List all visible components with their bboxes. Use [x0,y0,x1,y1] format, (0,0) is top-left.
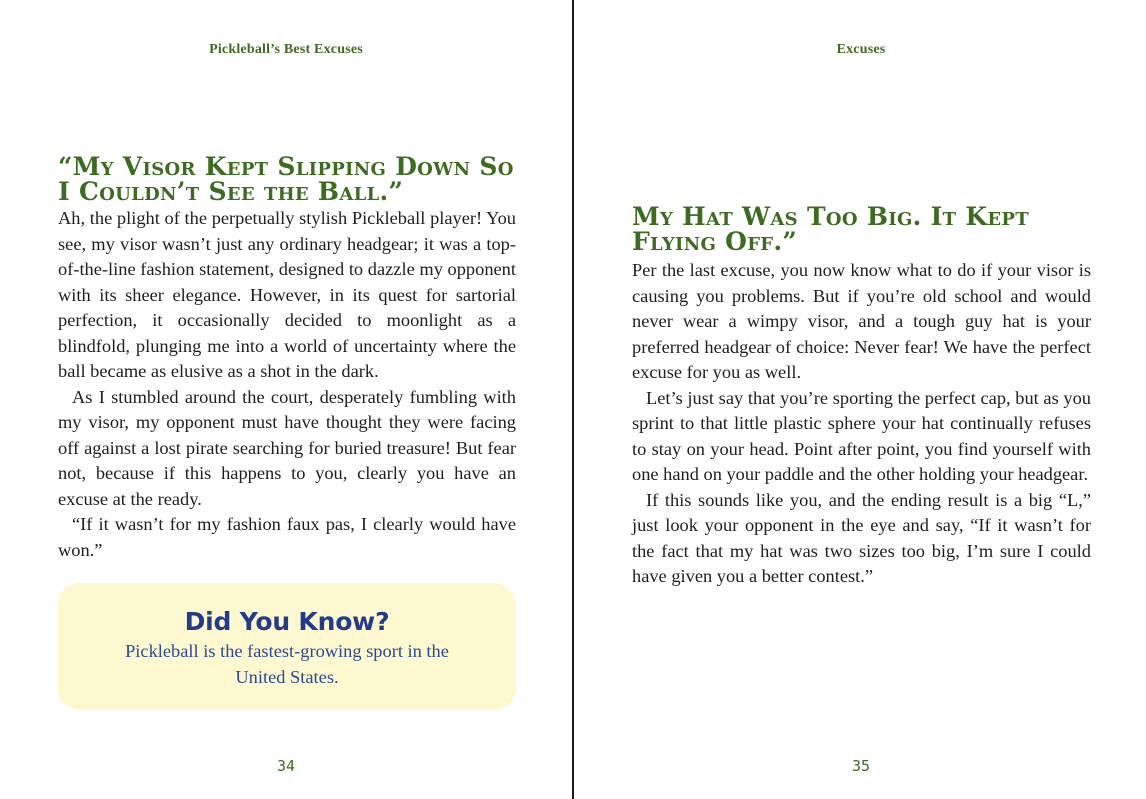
paragraph: As I stumbled around the court, desperately fumbling with my visor, my opponent must have thought they were facing off against a lost pirate searching for buried treasure! But fear not, because if this happens to you, clearly you have an excuse at the ready. [58,386,516,509]
paragraph: Ah, the plight of the perpetually stylish Pickleball player! You see, my visor wasn’t just any ordinary headgear; it was a top-of-the-line fashion statement, designed to dazzle my opponent with its sheer elegance. However, in its quest for sartorial perfection, it occasionally decided to moonlight as a blindfold, plunging me into a world of uncertainty where the ball became as elusive as a shot in the dark. [58,208,516,381]
page-number-left: 34 [276,757,296,775]
did-you-know-callout [58,583,516,710]
page-number-right: 35 [851,757,871,775]
section-heading-hat: My Hat Was Too Big. It Kept Flying Off.” [632,202,1029,256]
book-spine-divider [572,0,574,799]
paragraph: “If it wasn’t for my fashion faux pas, I clearly would have won.” [58,514,516,560]
callout-title: Did You Know? [184,607,390,636]
callout-text: Pickleball is the fastest-growing sport in the United States. [125,641,449,687]
paragraph: Per the last excuse, you now know what to do if your visor is causing you problems. But if you’re old school and would never wear a wimpy visor, and a tough guy hat is your preferred headgear of choice: Never fear! We have the perfect excuse for you as well. [632,260,1091,382]
paragraph: If this sounds like you, and the ending result is a big “L,” just look your opponent in the eye and say, “If it wasn’t for the fact that my hat was two sizes too big, I’m sure I could have given you a better contest.” [632,489,1091,586]
running-head-left: Pickleball’s Best Excuses [209,42,363,57]
body-text-right [632,258,1091,590]
section-heading-visor: “My Visor Kept Slipping Down So I Couldn’t See the Ball.” [58,152,514,206]
running-head-right: Excuses [836,42,886,57]
paragraph: Let’s just say that you’re sporting the perfect cap, but as you sprint to that little plastic sphere your hat continually refuses to stay on your head. Point after point, you find yourself with one hand on your paddle and the other holding your headgear. [632,387,1091,484]
body-text-left [58,206,516,563]
right-page [575,0,1146,799]
